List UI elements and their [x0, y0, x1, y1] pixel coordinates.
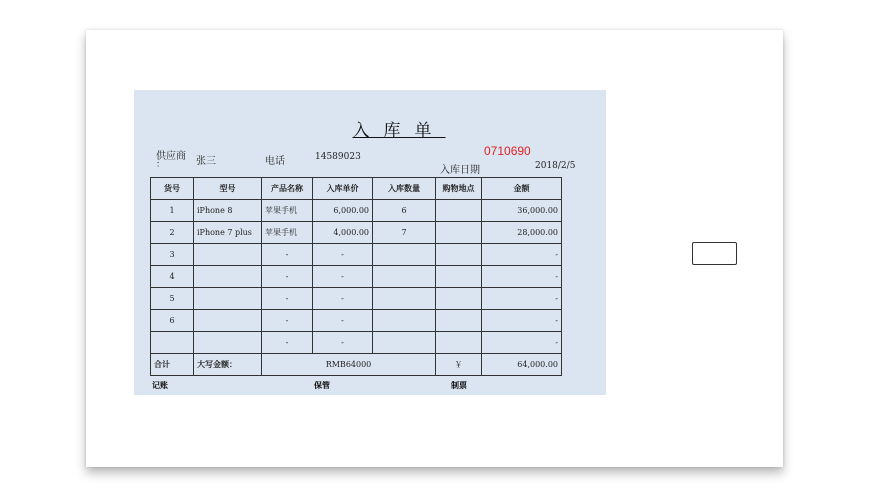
- cell-unit-price: 4,000.00: [313, 222, 373, 244]
- cell-product-name: -: [262, 310, 313, 332]
- date-value: 2018/2/5: [535, 161, 576, 171]
- cell-purchase-location: [436, 222, 482, 244]
- serial-number: 0710690: [484, 144, 531, 158]
- cell-quantity: 7: [373, 222, 436, 244]
- cell-model: [194, 266, 262, 288]
- warehouse-receipt-sheet: [134, 90, 606, 395]
- table-row: [151, 266, 562, 288]
- header-model: 型号: [194, 178, 262, 200]
- cell-product-name: -: [262, 332, 313, 354]
- items-table: [150, 177, 562, 376]
- cell-model: [194, 332, 262, 354]
- bookkeeping-label: 记账: [152, 381, 168, 390]
- cell-item-no: 4: [151, 266, 194, 288]
- cell-model: [194, 288, 262, 310]
- cell-purchase-location: [436, 266, 482, 288]
- supplier-colon: ：: [156, 160, 166, 170]
- cell-unit-price: 6,000.00: [313, 200, 373, 222]
- cell-unit-price: -: [313, 310, 373, 332]
- total-amount: 64,000.00: [482, 354, 562, 376]
- cell-item-no: 3: [151, 244, 194, 266]
- cell-product-name: -: [262, 266, 313, 288]
- currency-symbol: ￥: [436, 354, 482, 376]
- table-row: [151, 332, 562, 354]
- cell-item-no: 2: [151, 222, 194, 244]
- cell-purchase-location: [436, 310, 482, 332]
- cell-product-name: -: [262, 288, 313, 310]
- cell-product-name: 苹果手机: [262, 222, 313, 244]
- small-outlined-button[interactable]: [692, 242, 737, 265]
- cell-model: iPhone 7 plus: [194, 222, 262, 244]
- cell-purchase-location: [436, 244, 482, 266]
- cell-quantity: 6: [373, 200, 436, 222]
- table-header-row: [151, 178, 562, 200]
- total-label: 合计: [151, 354, 194, 376]
- cell-amount: -: [482, 266, 562, 288]
- date-label: 入库日期: [440, 165, 480, 176]
- cell-amount: -: [482, 288, 562, 310]
- table-row: [151, 200, 562, 222]
- amount-in-words-value: RMB64000: [262, 354, 436, 376]
- cell-product-name: -: [262, 244, 313, 266]
- cell-amount: 28,000.00: [482, 222, 562, 244]
- table-row: [151, 288, 562, 310]
- cell-purchase-location: [436, 332, 482, 354]
- supplier-label: 供应商: [156, 151, 186, 162]
- phone-value: 14589023: [315, 152, 361, 162]
- header-quantity: 入库数量: [373, 178, 436, 200]
- receipt-title: 入库单: [352, 121, 446, 141]
- prepared-by-label: 制票: [451, 381, 467, 390]
- header-item-no: 货号: [151, 178, 194, 200]
- header-product-name: 产品名称: [262, 178, 313, 200]
- cell-quantity: [373, 244, 436, 266]
- cell-product-name: 苹果手机: [262, 200, 313, 222]
- cell-unit-price: -: [313, 332, 373, 354]
- cell-item-no: 5: [151, 288, 194, 310]
- cell-model: iPhone 8: [194, 200, 262, 222]
- cell-amount: -: [482, 244, 562, 266]
- cell-purchase-location: [436, 200, 482, 222]
- cell-model: [194, 310, 262, 332]
- phone-label: 电话: [265, 156, 285, 167]
- cell-item-no: 6: [151, 310, 194, 332]
- cell-purchase-location: [436, 288, 482, 310]
- cell-amount: -: [482, 310, 562, 332]
- cell-quantity: [373, 332, 436, 354]
- cell-model: [194, 244, 262, 266]
- cell-quantity: [373, 266, 436, 288]
- header-unit-price: 入库单价: [313, 178, 373, 200]
- amount-in-words-label: 大写金额：: [194, 354, 262, 376]
- custody-label: 保管: [314, 381, 330, 390]
- cell-amount: -: [482, 332, 562, 354]
- supplier-name: 张三: [196, 156, 216, 167]
- header-purchase-location: 购物地点: [436, 178, 482, 200]
- cell-item-no: [151, 332, 194, 354]
- table-row: [151, 310, 562, 332]
- header-amount: 金额: [482, 178, 562, 200]
- cell-unit-price: -: [313, 288, 373, 310]
- cell-quantity: [373, 310, 436, 332]
- table-row: [151, 244, 562, 266]
- cell-item-no: 1: [151, 200, 194, 222]
- cell-quantity: [373, 288, 436, 310]
- total-row: [151, 354, 562, 376]
- table-row: [151, 222, 562, 244]
- cell-unit-price: -: [313, 266, 373, 288]
- cell-unit-price: -: [313, 244, 373, 266]
- cell-amount: 36,000.00: [482, 200, 562, 222]
